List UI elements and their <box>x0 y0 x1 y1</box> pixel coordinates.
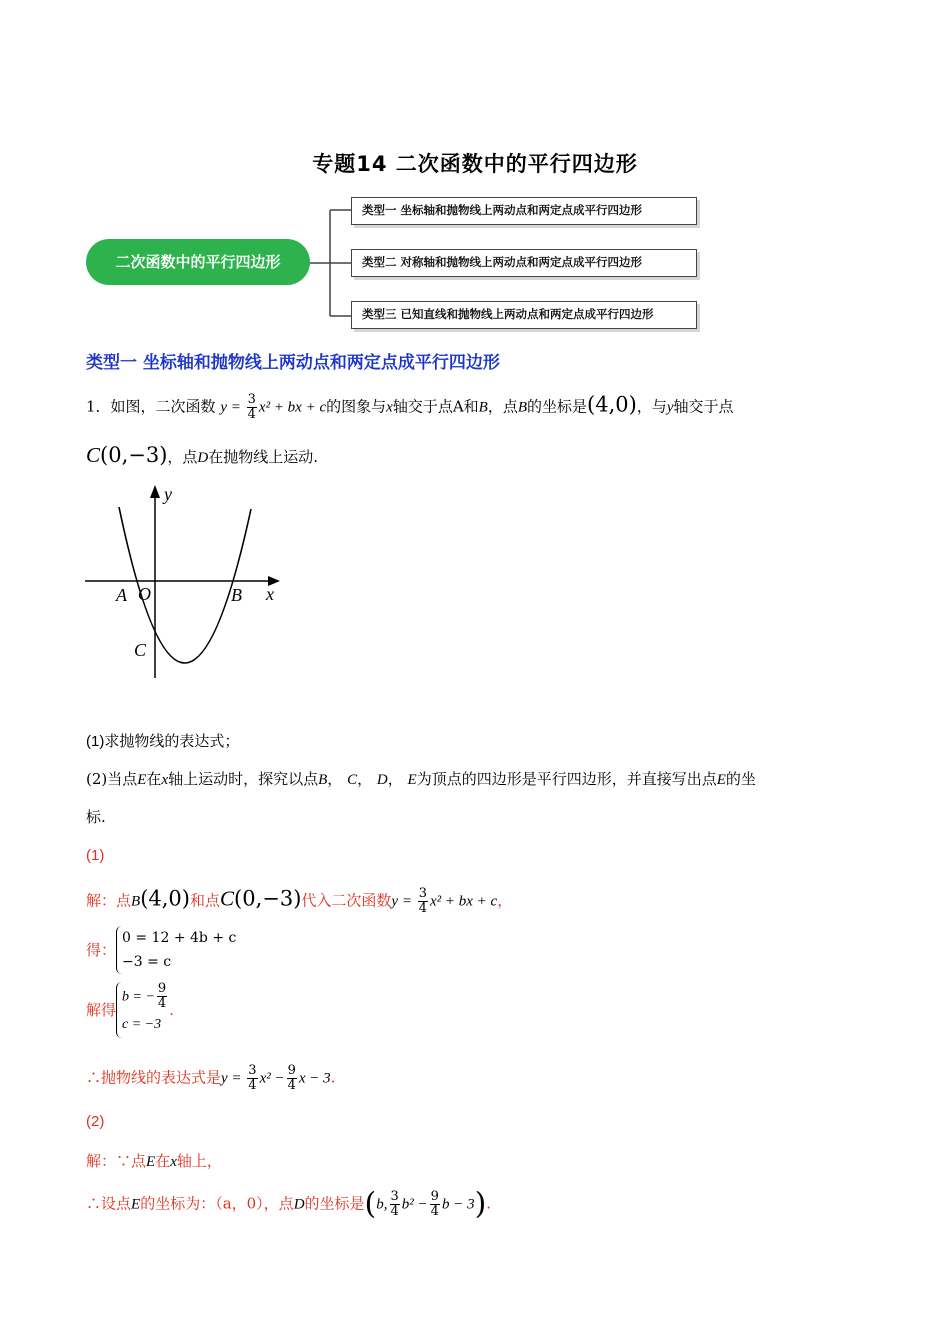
question-1-line-2 <box>86 444 318 469</box>
math: (0,−3) <box>100 443 168 467</box>
text: 在抛物线上运动. <box>208 448 319 466</box>
text: 的图象与 <box>326 397 387 416</box>
solution-1-system-1: 得： 0 = 12 + 4b + c −3 = c <box>86 926 236 974</box>
axis-label-y: y <box>164 484 172 504</box>
text: 轴交于点A和 <box>392 397 479 416</box>
text: ，与 <box>636 397 667 416</box>
parabola-figure <box>80 480 300 690</box>
sub-question-2: (2)当点E在x轴上运动时，探究以点B， C， D， E为顶点的四边形是平行四边形，并直接写出点E的坐 <box>86 770 756 788</box>
solution-1-conclusion: ∴抛物线的表达式是y = $\frac{3}{4}$ x² − $\frac{9}{4}$ x − 3. <box>86 1063 336 1093</box>
point-label-a: A <box>116 585 127 605</box>
solution-1-line-1: 解：点B(4,0)和点C(0,−3)代入二次函数y = $\frac{3}{4}$ x² + bx + c， <box>86 886 513 916</box>
question-number: 1． <box>86 397 111 416</box>
solution-2-line-1: 解：∵点E在x轴上， <box>86 1152 222 1170</box>
text: ，点 <box>167 448 198 466</box>
section-heading: 类型一 坐标轴和抛物线上两动点和两定点成平行四边形 <box>86 353 500 373</box>
text: 轴交于点 <box>673 397 734 416</box>
math: D <box>197 450 209 466</box>
page-title: 专题14 二次函数中的平行四边形 <box>312 152 638 176</box>
math: x² + bx + c <box>258 399 327 416</box>
question-1-line-1 <box>86 393 734 422</box>
solution-1-system-2: 解得 b = − $\frac{9}{4}$ c = −3 . <box>86 982 174 1038</box>
sub-question-2-cont: 标. <box>86 808 106 826</box>
fraction: $\frac{3}{4}$ <box>247 392 256 422</box>
point-label-o: O <box>138 584 151 604</box>
point-label-c: C <box>134 640 147 660</box>
mindmap-branch-2: 类型二 对称轴和抛物线上两动点和两定点成平行四边形 <box>351 249 697 277</box>
math: x <box>386 399 393 416</box>
solution-2-label: (2) <box>86 1113 105 1130</box>
mindmap-branch-1: 类型一 坐标轴和抛物线上两动点和两定点成平行四边形 <box>351 197 697 225</box>
math: y <box>666 399 674 416</box>
math: B <box>478 399 488 416</box>
point-label-b: B <box>231 585 242 605</box>
solution-1-label: (1) <box>86 847 105 864</box>
sub-question-1: (1)求抛物线的表达式； <box>86 733 240 750</box>
math: (4,0) <box>587 392 637 417</box>
mindmap-connectors <box>0 0 950 340</box>
text: ，点 <box>487 397 518 416</box>
math: C <box>86 443 101 467</box>
math: B <box>517 399 528 416</box>
text: 的坐标是 <box>527 397 588 416</box>
solution-2-line-2: ∴设点E的坐标为：（a，0），点D的坐标是(b, $\frac{3}{4}$ b² − $\frac{9}{4}$ b − 3). <box>86 1186 492 1222</box>
axis-label-x: x <box>266 584 274 604</box>
text: 如图，二次函数 <box>110 397 216 416</box>
mindmap-root: 二次函数中的平行四边形 <box>86 239 310 285</box>
mindmap-branch-3: 类型三 已知直线和抛物线上两动点和两定点成平行四边形 <box>351 301 697 329</box>
math: y = <box>220 399 245 416</box>
